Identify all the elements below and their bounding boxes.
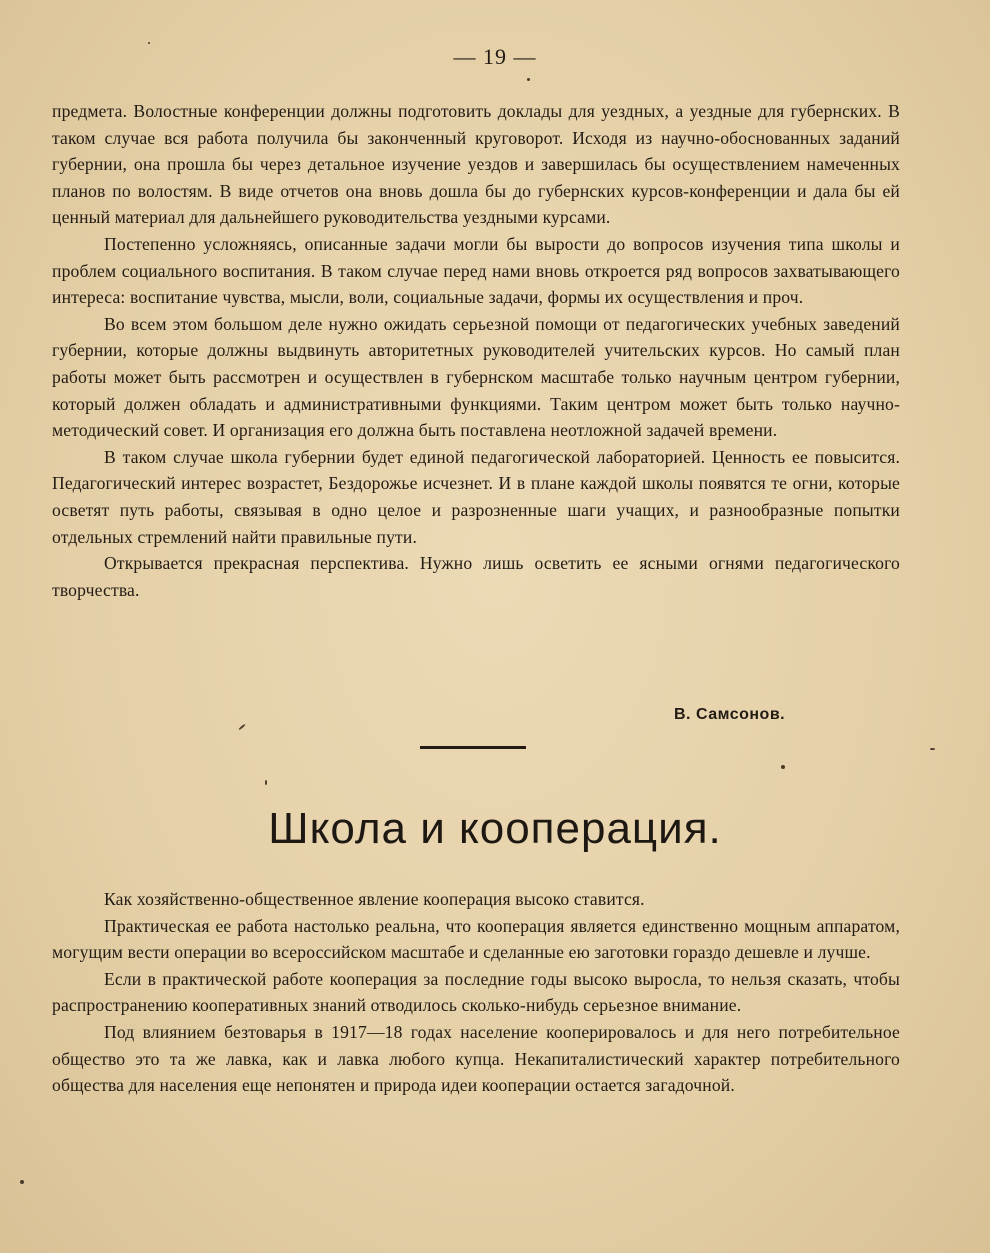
section-divider xyxy=(420,746,526,749)
scan-speck xyxy=(265,780,267,785)
article-paragraph: Как хозяйственно-общественное явление кооперация высоко ставится. xyxy=(104,889,645,909)
scan-speck xyxy=(527,78,530,81)
scan-speck xyxy=(781,765,785,769)
article-title: Школа и кооперация. xyxy=(268,804,722,853)
essay-paragraph: В таком случае школа губернии будет единой педагогической лабораторией. Ценность ее повысится. Педагогический интерес возрастет, Бездорожье исчезнет. И в плане каждой школы появятся те огни, которые осветят путь работы, связывая в одно целое и разрозненные шаги учащих, и разнообразные попытки отдельных стремлений найти правильные пути. xyxy=(52,446,900,547)
article-paragraph: Практическая ее работа настолько реальна, что кооперация является единственно мощным аппаратом, могущим вести операции во всероссийском масштабе и сделанные ею заготовки гораздо дешевле и лучше. xyxy=(52,915,900,963)
essay-body xyxy=(52,98,900,603)
essay-paragraph: Постепенно усложняясь, описанные задачи могли бы вырости до вопросов изучения типа школы и проблем социального воспитания. В таком случае перед нами вновь откроется ряд вопросов захватывающего интереса: воспитание чувства, мысли, воли, социальные задачи, формы их осуществления и проч. xyxy=(52,233,900,308)
scan-speck xyxy=(148,42,150,44)
article-paragraph: Под влиянием безтоварья в 1917—18 годах население кооперировалось и для него потребительное общество это та же лавка, как и лавка любого купца. Некапиталистический характер потребительного общества для населения еще непонятен и природа идеи кооперации остается загадочной. xyxy=(52,1021,900,1096)
author-signature: В. Самсонов. xyxy=(674,706,786,723)
essay-paragraph: предмета. Волостные конференции должны подготовить доклады для уездных, а уездные для губернских. В таком случае вся работа получила бы законченный круговорот. Исходя из научно-обоснованных заданий губернии, она прошла бы через детальное изучение уездов и завершилась бы осуществлением намеченных планов по волостям. В виде отчетов она вновь дошла бы до губернских курсов-конференции и дала бы ей ценный материал для дальнейшего руководительства уездными курсами. xyxy=(52,101,900,228)
article-paragraph: Если в практической работе кооперация за последние годы высоко выросла, то нельзя сказать, чтобы распространению кооперативных знаний отводилось сколько-нибудь серьезное внимание. xyxy=(52,968,900,1016)
scan-speck xyxy=(20,1180,24,1184)
article-body xyxy=(52,886,900,1099)
essay-paragraph: Во всем этом большом деле нужно ожидать серьезной помощи от педагогических учебных заведений губернии, которые должны выдвинуть авторитетных руководителей учительских курсов. Но самый план работы может быть рассмотрен и осуществлен в губернском масштабе только научным центром губернии, который должен обладать и административными функциями. Таким центром может быть только научно-методический совет. И организация его должна быть поставлена неотложной задачей времени. xyxy=(52,313,900,441)
scan-speck xyxy=(238,724,245,731)
page-number: — 19 — xyxy=(453,44,537,69)
essay-paragraph: Открывается прекрасная перспектива. Нужно лишь осветить ее ясными огнями педагогического творчества. xyxy=(52,553,900,600)
scan-speck xyxy=(930,748,935,750)
